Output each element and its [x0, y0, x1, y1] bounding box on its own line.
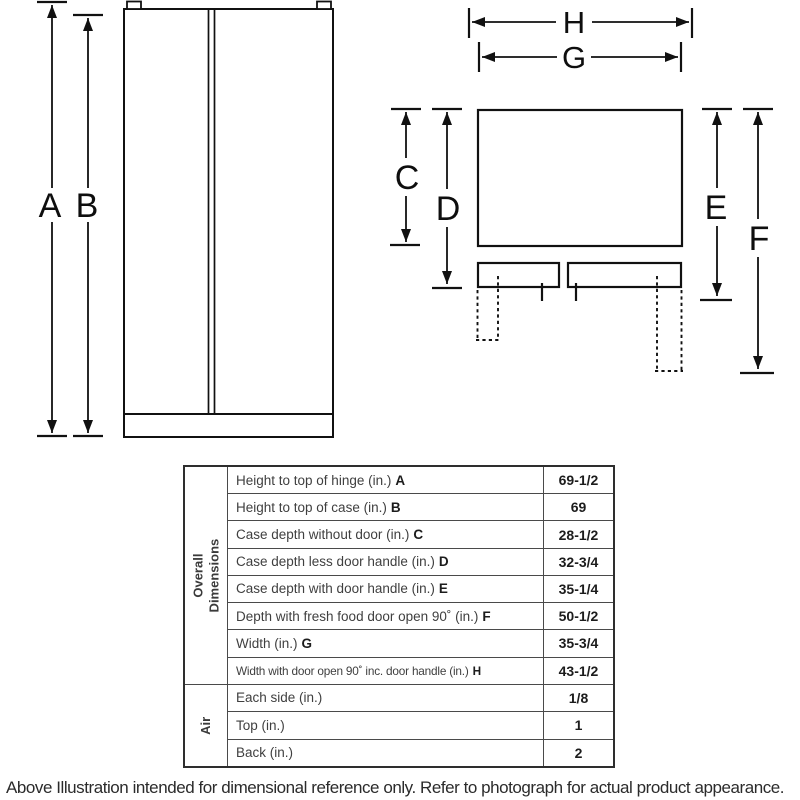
row-value: 35-1/4 [543, 576, 613, 602]
group-label-air: Air [185, 685, 228, 766]
row-dim-letter: C [413, 527, 424, 543]
table-row [228, 576, 613, 603]
table-row [228, 467, 613, 494]
left-hinge [127, 2, 141, 10]
row-dim-letter: E [438, 581, 448, 597]
table-row [228, 630, 613, 657]
row-dim-letter: F [482, 608, 491, 624]
row-dim-letter: H [472, 663, 481, 678]
row-value: 50-1/2 [543, 603, 613, 629]
row-label: Case depth without door (in.) [236, 527, 410, 543]
table-row [228, 549, 613, 576]
row-value: 32-3/4 [543, 549, 613, 575]
row-label: Width (in.) [236, 635, 298, 651]
row-value: 35-3/4 [543, 630, 613, 656]
row-label: Case depth with door handle (in.) [236, 581, 435, 597]
dimension-label-h: H [562, 5, 586, 40]
row-value: 69 [543, 494, 613, 520]
row-label: Depth with fresh food door open 90˚ (in.) [236, 608, 479, 624]
table-row [228, 494, 613, 521]
row-value: 28-1/2 [543, 521, 613, 547]
dimension-label-g: G [561, 40, 587, 75]
table-row [228, 685, 613, 712]
row-value: 69-1/2 [543, 467, 613, 493]
table-row [228, 603, 613, 630]
group-label-line: Overall [190, 553, 206, 598]
table-row [228, 712, 613, 739]
right-hinge [317, 2, 331, 10]
dimension-label-d: D [435, 190, 461, 228]
row-dim-letter: D [438, 554, 449, 570]
table-row [228, 521, 613, 548]
row-label: Width with door open 90˚ inc. door handle (in.) [236, 663, 469, 678]
row-label: Back (in.) [236, 745, 294, 761]
dimension-label-b: B [75, 187, 99, 225]
top-view-left-door [478, 263, 559, 287]
group-label-line: Dimensions [206, 538, 221, 613]
dimension-label-f: F [748, 220, 770, 258]
top-view-case [478, 110, 682, 246]
table-section-overall-dimensions [185, 467, 613, 684]
table-section-air [185, 684, 613, 766]
right-door-open-dotted-outline [655, 276, 683, 371]
row-label: Each side (in.) [236, 690, 323, 706]
row-dim-letter: G [301, 635, 313, 651]
fridge-case-outline [124, 9, 333, 437]
row-label: Top (in.) [236, 717, 285, 733]
row-label: Height to top of case (in.) [236, 499, 387, 515]
row-dim-letter: A [395, 472, 406, 488]
row-dim-letter: B [390, 499, 401, 515]
disclaimer-caption: Above Illustration intended for dimensional reference only. Refer to photograph for actual product appearance. [6, 778, 785, 797]
dimension-b-arrow [73, 15, 103, 436]
table-row [228, 740, 613, 766]
dimension-label-a: A [38, 187, 62, 225]
table-row [228, 658, 613, 684]
top-view-right-door [568, 263, 681, 287]
dimensions-table [183, 465, 615, 768]
row-value: 43-1/2 [543, 658, 613, 684]
group-label-overall-dimensions [185, 467, 228, 684]
row-value: 1 [543, 712, 613, 738]
dimension-label-c: C [394, 159, 420, 197]
dimension-label-e: E [704, 189, 728, 227]
fridge-front-view [124, 2, 333, 438]
fridge-top-view [476, 110, 683, 371]
row-value: 2 [543, 740, 613, 766]
row-label: Height to top of hinge (in.) [236, 472, 392, 488]
row-label: Case depth less door handle (in.) [236, 554, 435, 570]
row-value: 1/8 [543, 685, 613, 711]
